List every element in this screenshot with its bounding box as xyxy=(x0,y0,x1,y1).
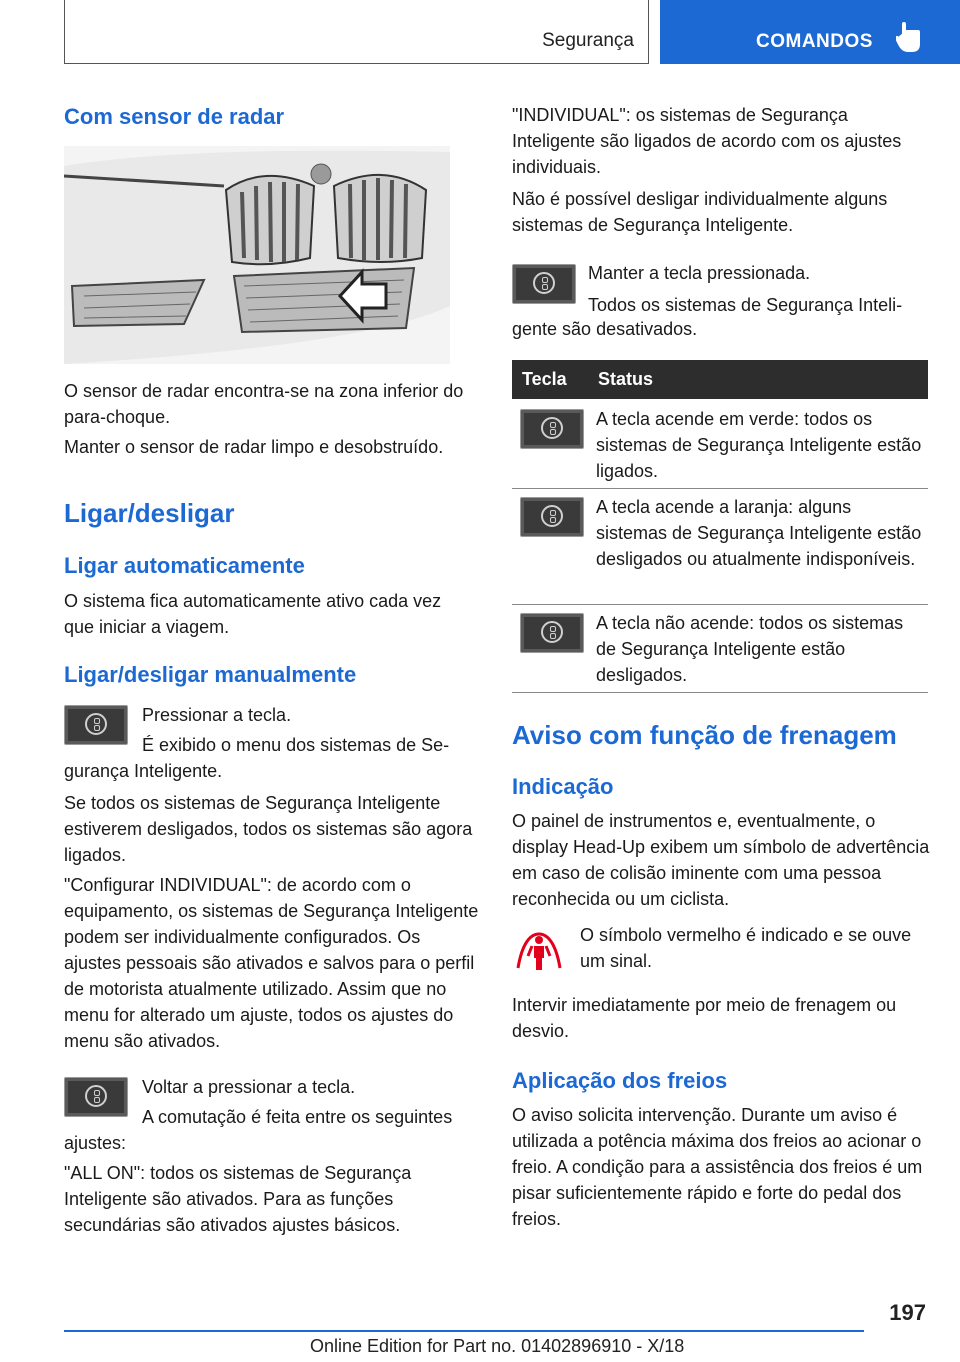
table-row-divider xyxy=(512,488,928,489)
footer-rule xyxy=(64,1330,864,1332)
chapter-tab[interactable] xyxy=(660,0,960,64)
manual-paragraph-2: "Configurar INDIVIDUAL": de acordo com o equipamento, os sistemas de Segurança Inteligente podem ser individualmente configurados. Os ajustes pessoais são ativados e salvos para o perfil de motorista atualmente utilizado. Assim que no menu for alterado um ajuste, todos os ajustes do menu são ativados. xyxy=(64,875,479,1051)
header-underline xyxy=(64,63,649,64)
manter-step-1: Manter a tecla pressionada. xyxy=(588,263,811,283)
aplicacao-paragraph: O aviso solicita intervenção. Durante um aviso é utilizada a potência máxima dos freios ao acionar o freio. A condição para a assistência dos freios é um pisar suficientemente rápido e forte do pedal dos freios. xyxy=(512,1105,923,1229)
manter-step-2b: gente são desativados. xyxy=(512,319,698,339)
manual-step-2b: gurança Inteligente. xyxy=(64,761,223,781)
manual-heading: Ligar/desligar manualmente xyxy=(64,662,357,687)
safety-button-key-image xyxy=(520,613,584,653)
manual-paragraph-1: Se todos os sistemas de Segurança Inteligente estiverem desligados, todos os sistemas são agora ligados. xyxy=(64,793,473,865)
table-row-divider xyxy=(512,604,928,605)
header-divider-right xyxy=(648,0,649,64)
manter-step-2a: Todos os sistemas de Segurança Inteli- xyxy=(588,295,903,315)
radar-paragraph-1: O sensor de radar encontra-se na zona inferior do para-choque. xyxy=(64,381,464,427)
voltar-step-2a: A comutação é feita entre os seguintes xyxy=(142,1107,453,1127)
aplicacao-heading: Aplicação dos freios xyxy=(512,1068,728,1093)
table-row: A tecla acende a laranja: alguns sistemas de Segurança Inteligente estão desligados ou atualmente indisponíveis. xyxy=(596,497,922,569)
nao-paragraph: Não é possível desligar individualmente alguns sistemas de Segurança Inteligente. xyxy=(512,189,888,235)
radar-paragraph-2: Manter o sensor de radar limpo e desobstruído. xyxy=(64,437,444,457)
page-number: 197 xyxy=(889,1300,926,1325)
simbolo-paragraph: O símbolo vermelho é indicado e se ouve um sinal. xyxy=(580,925,912,971)
allon-paragraph: "ALL ON": todos os sistemas de Segurança Inteligente são ativados. Para as funções secundárias são ativados ajustes básicos. xyxy=(64,1163,412,1235)
status-table-header xyxy=(512,360,928,399)
column-header-key: Tecla xyxy=(522,369,567,389)
hand-pointer-icon xyxy=(896,22,922,52)
aviso-heading: Aviso com função de frenagem xyxy=(512,720,897,750)
ligar-heading: Ligar/desligar xyxy=(64,498,235,528)
manual-step-2a: É exibido o menu dos sistemas de Se- xyxy=(142,735,450,755)
safety-button-key-image xyxy=(520,409,584,449)
auto-heading: Ligar automaticamente xyxy=(64,553,305,578)
voltar-step-1: Voltar a pressionar a tecla. xyxy=(142,1077,356,1097)
table-row: A tecla acende em verde: todos os sistemas de Segurança Inteligente estão ligados. xyxy=(596,409,922,481)
header-divider-left xyxy=(64,0,65,64)
table-row-divider xyxy=(512,692,928,693)
table-row: A tecla não acende: todos os sistemas de Segurança Inteligente estão desligados. xyxy=(596,613,904,685)
edition-footer: Online Edition for Part no. 01402896910 - X/18 xyxy=(310,1336,685,1356)
safety-button-key-image xyxy=(64,1077,128,1117)
auto-paragraph: O sistema fica automaticamente ativo cada vez que iniciar a viagem. xyxy=(64,591,442,637)
indicacao-heading: Indicação xyxy=(512,774,614,799)
column-header-status: Status xyxy=(598,369,654,389)
voltar-step-2b: ajustes: xyxy=(64,1133,127,1153)
manual-step-1: Pressionar a tecla. xyxy=(142,705,292,725)
indicacao-paragraph: O painel de instrumentos e, eventualmente, o display Head-Up exibem um símbolo de advertência em caso de colisão iminente com uma pessoa reconhecida ou um ciclista. xyxy=(512,811,930,909)
safety-button-key-image xyxy=(520,497,584,537)
chapter-tab-label: COMANDOS xyxy=(756,31,873,52)
radar-sensor-illustration xyxy=(64,146,450,364)
safety-button-key-image xyxy=(512,264,576,304)
pedestrian-warning-icon xyxy=(512,924,566,974)
radar-heading: Com sensor de radar xyxy=(64,104,285,129)
individual-paragraph: "INDIVIDUAL": os sistemas de Segurança Inteligente são ligados de acordo com os ajustes individuais. xyxy=(512,105,902,177)
header-section-title: Segurança xyxy=(542,30,634,51)
intervir-paragraph: Intervir imediatamente por meio de frenagem ou desvio. xyxy=(512,995,897,1041)
safety-button-key-image xyxy=(64,705,128,745)
